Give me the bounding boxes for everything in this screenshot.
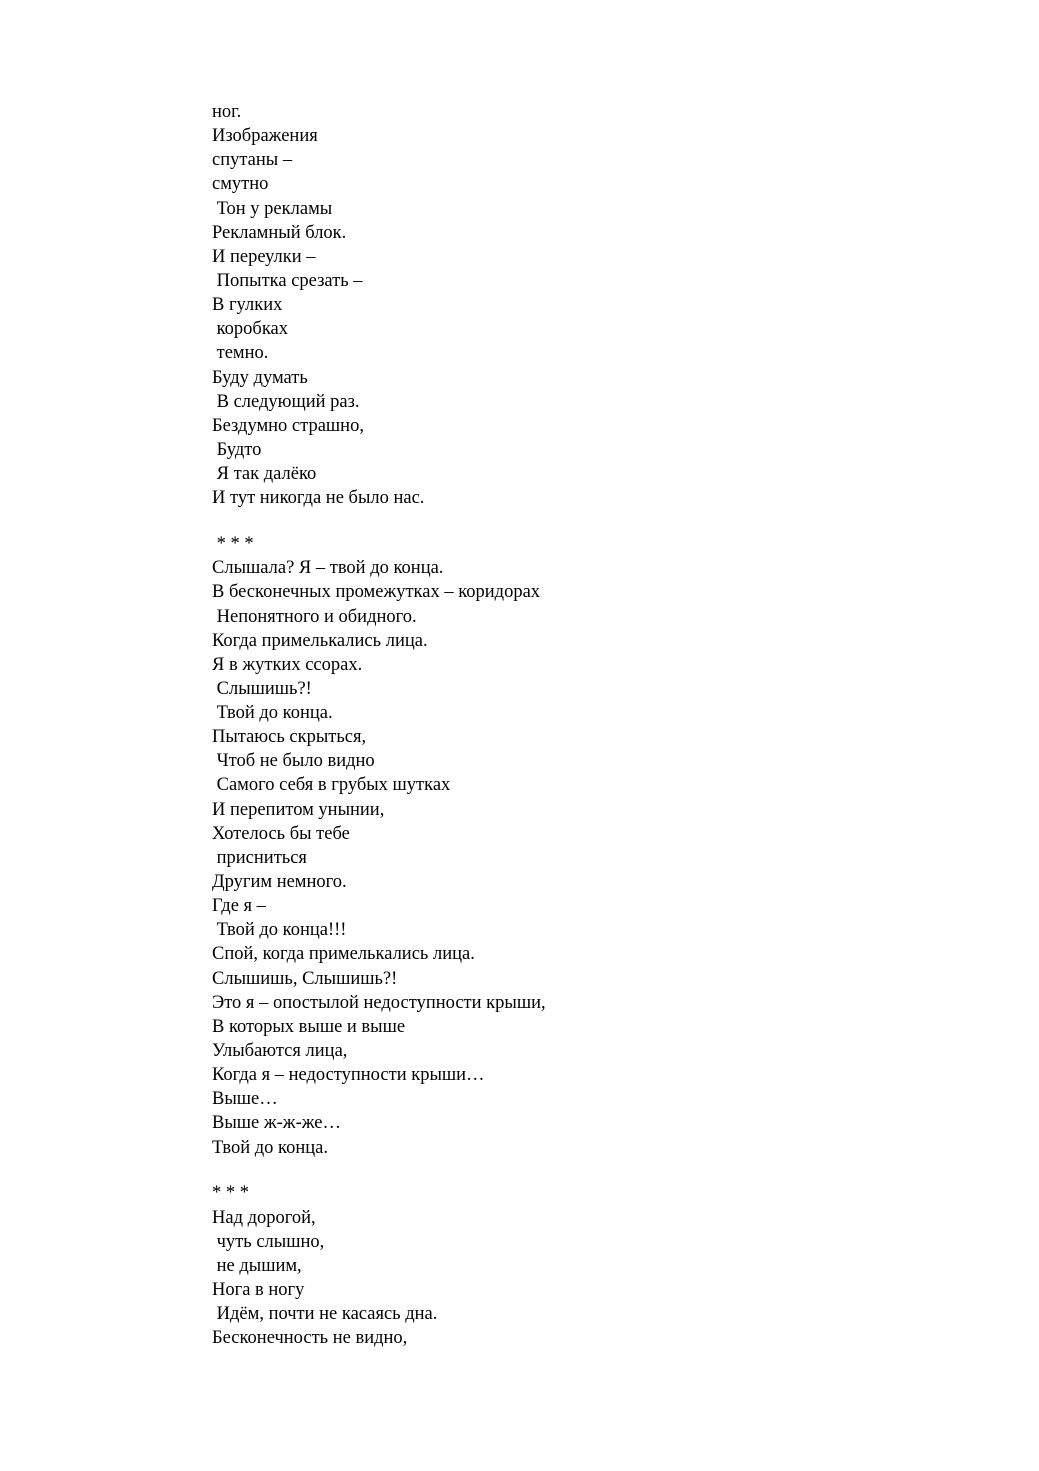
poem-line: Когда я – недоступности крыши… (212, 1065, 485, 1086)
poem-line: Когда примелькались лица. (212, 630, 428, 651)
poem-line: Твой до конца!!! (212, 920, 347, 941)
poem-line: Буду думать (212, 367, 308, 388)
poem-line: Это я – опостылой недоступности крыши, (212, 992, 546, 1013)
poem-line: Слышала? Я – твой до конца. (212, 558, 444, 579)
poem-line: Бесконечность не видно, (212, 1328, 408, 1349)
poem-line: Тон у рекламы (212, 198, 333, 219)
poem-line: коробках (212, 319, 289, 340)
poem-line: Выше… (212, 1089, 278, 1110)
poem-line: Нога в ногу (212, 1279, 305, 1300)
stanza-gap (212, 510, 972, 532)
poem-line: Над дорогой, (212, 1207, 316, 1228)
poem-line: не дышим, (212, 1255, 302, 1276)
poem-line: Чтоб не было видно (212, 751, 375, 772)
poem-line: Я в жутких ссорах. (212, 654, 363, 675)
section-separator: * * * (212, 1183, 249, 1204)
poem-line: Другим немного. (212, 872, 347, 893)
poem-line: Самого себя в грубых шутках (212, 775, 451, 796)
poem-line: темно. (212, 343, 269, 364)
section-separator: * * * (212, 534, 254, 555)
poem-line: чуть слышно, (212, 1231, 325, 1252)
poem-line: Твой до конца. (212, 703, 333, 724)
poem-line: смутно (212, 174, 269, 195)
poem-line: ног. (212, 102, 242, 122)
poem-line: В гулких (212, 295, 283, 316)
poem-line: Будто (212, 439, 262, 460)
poem-line: Твой до конца. (212, 1137, 328, 1158)
poem-line: Идём, почти не касаясь дна. (212, 1304, 438, 1325)
poem-line: Я так далёко (212, 464, 317, 485)
poem-line: Пытаюсь скрыться, (212, 727, 367, 748)
poem-line: Рекламный блок. (212, 222, 347, 243)
poem-line: Непонятного и обидного. (212, 606, 417, 627)
poem-line: В следующий раз. (212, 391, 360, 412)
poem-line: Где я – (212, 896, 266, 917)
poem-text (212, 100, 972, 1350)
poem-line: присниться (212, 847, 307, 868)
poem-line: Слышишь, Слышишь?! (212, 968, 398, 989)
poem-line: И тут никогда не было нас. (212, 488, 425, 509)
poem-line: Спой, когда примелькались лица. (212, 944, 475, 965)
poem-section-2 (212, 532, 972, 1160)
poem-line: Хотелось бы тебе (212, 823, 350, 844)
poem-line: Слышишь?! (212, 678, 312, 699)
poem-line: Улыбаются лица, (212, 1041, 348, 1062)
poem-line: спутаны – (212, 150, 293, 171)
stanza-gap (212, 1160, 972, 1182)
poem-line: Выше ж-ж-же… (212, 1113, 341, 1134)
poem-line: Бездумно страшно, (212, 415, 364, 436)
poem-line: Попытка срезать – (212, 270, 363, 291)
poem-line: И перепитом унынии, (212, 799, 385, 820)
poem-section-1 (212, 100, 972, 510)
poem-section-3 (212, 1181, 972, 1350)
poem-line: В бесконечных промежутках – коридорах (212, 582, 541, 603)
poem-line: Изображения (212, 126, 318, 147)
poem-line: И переулки – (212, 246, 316, 267)
poem-line: В которых выше и выше (212, 1016, 406, 1037)
